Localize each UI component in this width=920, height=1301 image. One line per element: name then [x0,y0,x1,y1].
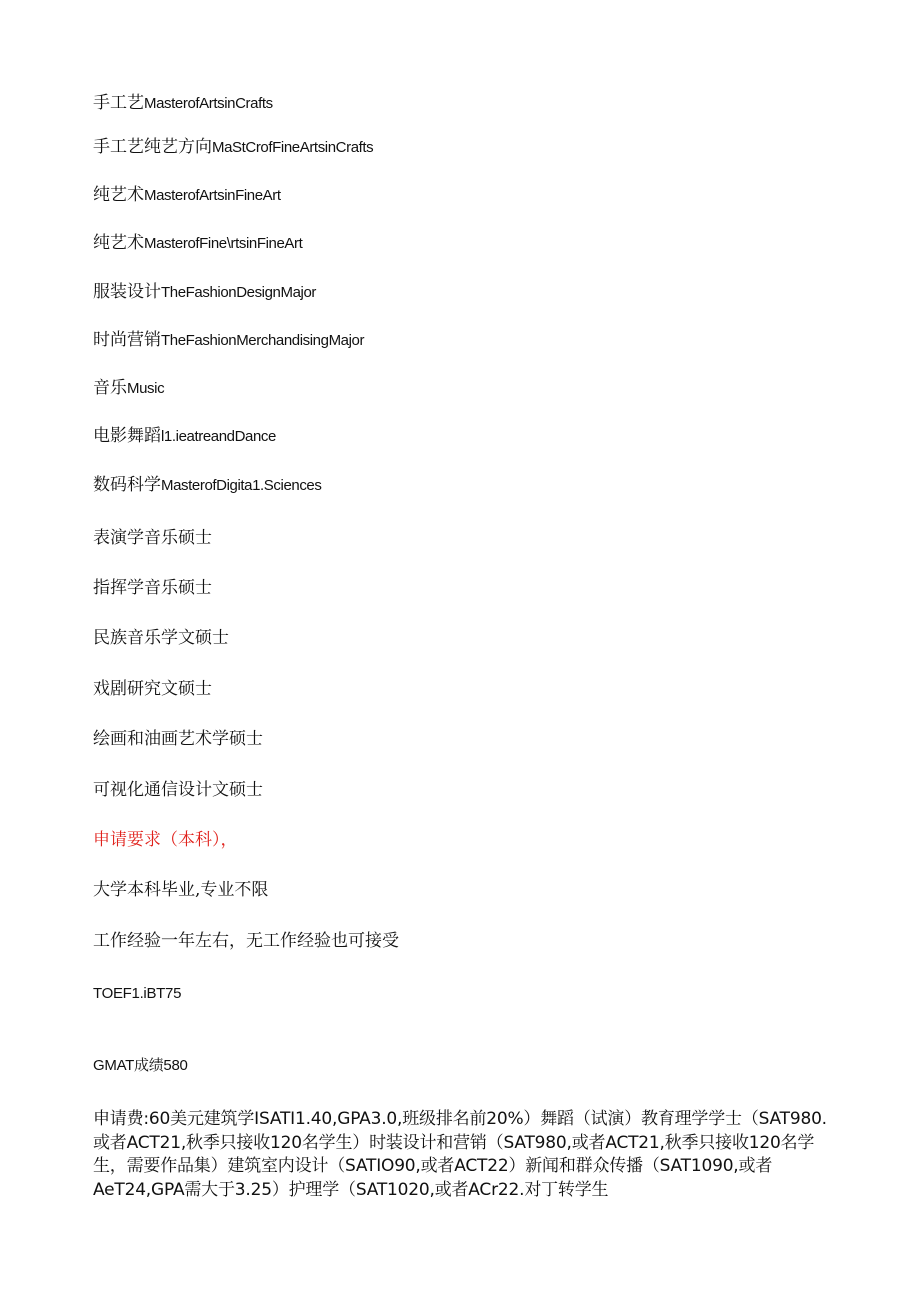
program-zh: 时尚营销 [93,330,161,350]
program-en: MasterofArtsinCrafts [144,95,273,112]
program-zh: 音乐 [93,378,127,398]
requirement-gmat-text: GMAT成绩580 [93,1057,188,1074]
program-en: l1.ieatreandDance [161,428,276,445]
program-line [93,377,164,400]
requirements-heading: 申请要求（本科）， [93,830,238,850]
program-en: MasterofFine\rtsinFineArt [144,235,303,252]
program-line [93,474,321,497]
program-line [93,281,316,304]
program-line [93,136,373,159]
program-en: MaStCrofFineArtsinCrafts [212,139,374,156]
program-line [93,184,281,207]
requirement-degree: 大学本科毕业,专业不限 [93,880,269,900]
program-zh: 纯艺术 [93,185,144,205]
program-line [93,232,302,255]
program-chinese-line: 戏剧研究文硕士 [93,679,212,699]
program-en: TheFashionDesignMajor [161,284,317,301]
program-line [93,329,364,352]
program-zh: 纯艺术 [93,233,144,253]
program-zh: 电影舞蹈 [93,426,161,446]
program-chinese-line: 指挥学音乐硕士 [93,578,212,598]
program-zh: 服装设计 [93,282,161,302]
program-zh: 数码科学 [93,475,161,495]
program-en: Music [127,380,165,397]
program-chinese-line: 民族音乐学文硕士 [93,628,229,648]
program-chinese-line: 表演学音乐硕士 [93,528,212,548]
program-line [93,425,276,448]
requirement-toefl: TOEF1.iBT75 [93,985,182,1002]
program-en: TheFashionMerchandisingMajor [161,332,365,349]
requirement-gmat [93,1054,188,1077]
program-zh: 手工艺 [93,93,144,113]
program-chinese-line: 可视化通信设计文硕士 [93,780,263,800]
program-chinese-line: 绘画和油画艺术学硕士 [93,729,263,749]
program-zh: 手工艺纯艺方向 [93,137,212,157]
program-en: MasterofArtsinFineArt [144,187,281,204]
program-en: MasterofDigita1.Sciences [161,477,322,494]
program-line [93,92,273,115]
requirement-experience: 工作经验一年左右，无工作经验也可接受 [93,931,399,951]
application-fee-paragraph: 申请费:60美元建筑学ISATI1.40,GPA3.0,班级排名前20%）舞蹈（试演）教育理学学士（SAT980.或者ACT21,秋季只接收120名学生）时装设计和营销（SAT980,或者ACT21,秋季只接收120名学生，需要作品集）建筑室内设计（SATIO90,或者ACT22）新闻和群众传播（SAT1090,或者AeT24,GPA需大于3.25）护理学（SAT1020,或者ACr22.对丁转学生 [93,1109,827,1200]
